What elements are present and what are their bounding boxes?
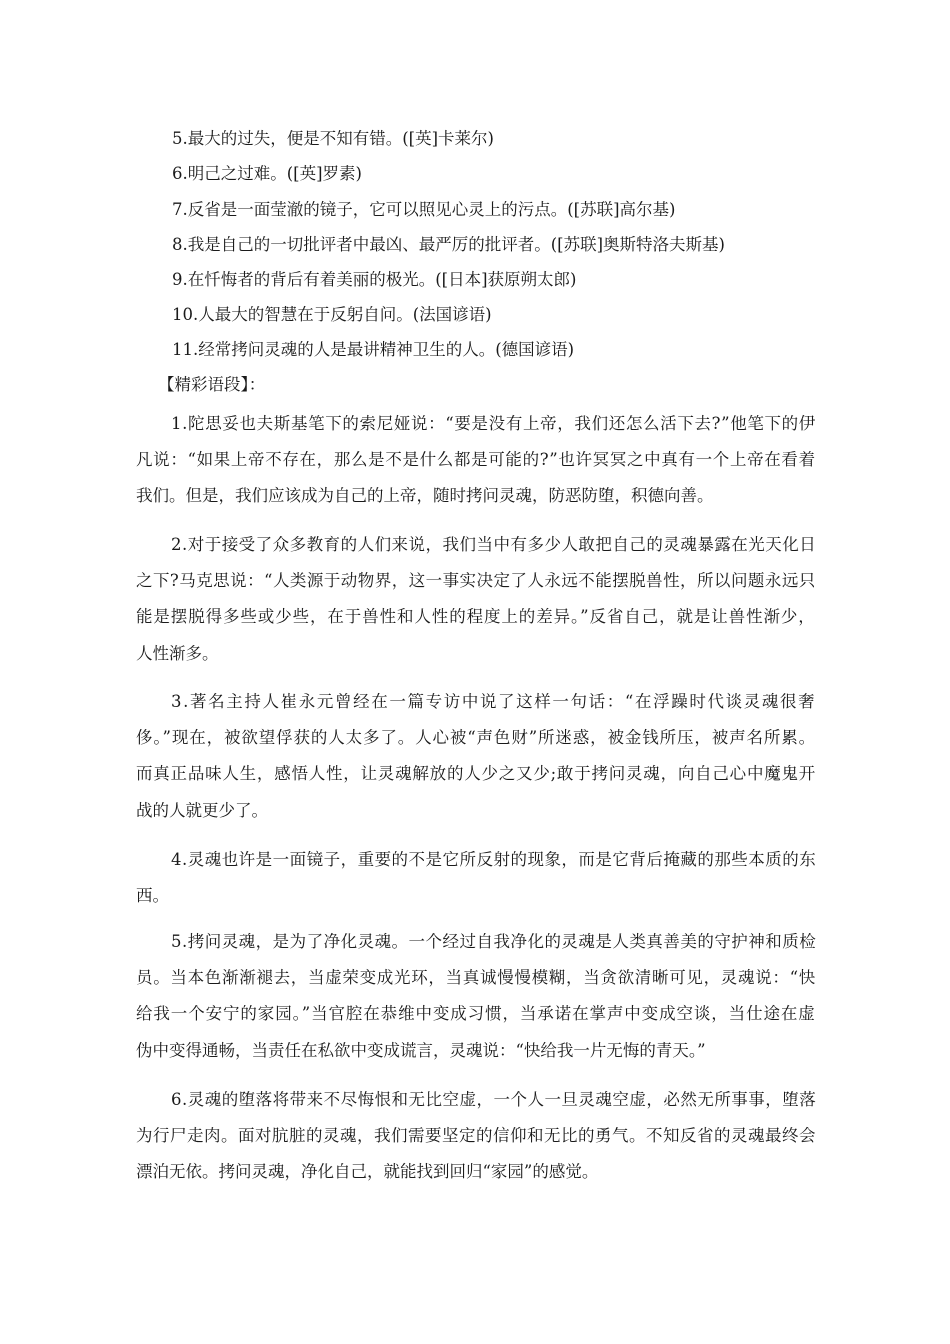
paragraph-line: 伪中变得通畅，当责任在私欲中变成谎言，灵魂说：“快给我一片无悔的青天。” (136, 1040, 706, 1060)
quote-6: 6.明己之过难。([英]罗素) (172, 164, 362, 183)
paragraph-line: 人性渐多。 (136, 643, 219, 663)
paragraph-line: 给我一个安宁的家园。”当官腔在恭维中变成习惯，当承诺在掌声中变成空谈，当仕途在虚 (136, 1004, 816, 1024)
paragraph-line: 之下?马克思说：“人类源于动物界，这一事实决定了人永远不能摆脱兽性，所以问题永远只 (136, 571, 816, 591)
paragraph-line: 侈。”现在，被欲望俘获的人太多了。人心被“声色财”所迷惑，被金钱所压，被声名所累。 (136, 728, 817, 748)
paragraph-line: 为行尸走肉。面对肮脏的灵魂，我们需要坚定的信仰和无比的勇气。不知反省的灵魂最终会 (136, 1126, 816, 1146)
paragraph-line: 而真正品味人生，感悟人性，让灵魂解放的人少之又少;敢于拷问灵魂，向自己心中魔鬼开 (136, 764, 817, 784)
quote-8: 8.我是自己的一切批评者中最凶、最严厉的批评者。([苏联]奥斯特洛夫斯基) (172, 235, 725, 254)
quote-10: 10.人最大的智慧在于反躬自问。(法国谚语) (172, 305, 492, 324)
paragraph-line: 漂泊无依。拷问灵魂，净化自己，就能找到回归“家园”的感觉。 (136, 1162, 599, 1182)
paragraph-5 (136, 924, 816, 1069)
quote-9: 9.在忏悔者的背后有着美丽的极光。([日本]获原朔太郎) (172, 270, 577, 289)
quote-11: 11.经常拷问灵魂的人是最讲精神卫生的人。(德国谚语) (172, 340, 575, 359)
section-heading: 【精彩语段】： (158, 375, 266, 394)
paragraph-line: 4.灵魂也许是一面镜子，重要的不是它所反射的现象，而是它背后掩藏的那些本质的东 (171, 850, 817, 869)
paragraph-line: 6.灵魂的堕落将带来不尽悔恨和无比空虚，一个人一旦灵魂空虚，必然无所事事，堕落 (171, 1090, 817, 1109)
paragraph-line: 西。 (136, 886, 169, 906)
paragraph-2 (136, 527, 816, 672)
paragraph-3 (136, 684, 816, 829)
paragraph-line: 5.拷问灵魂，是为了净化灵魂。一个经过自我净化的灵魂是人类真善美的守护神和质检 (171, 932, 817, 951)
paragraph-line: 凡说：“如果上帝不存在，那么是不是什么都是可能的?”也许冥冥之中真有一个上帝在看着 (136, 450, 816, 470)
paragraph-line: 3.著名主持人崔永元曾经在一篇专访中说了这样一句话：“在浮躁时代谈灵魂很奢 (171, 692, 817, 711)
paragraph-4 (136, 842, 816, 914)
paragraph-line: 战的人就更少了。 (136, 800, 268, 820)
paragraph-line: 我们。但是，我们应该成为自己的上帝，随时拷问灵魂，防恶防堕，积德向善。 (136, 486, 714, 506)
paragraph-line: 1.陀思妥也夫斯基笔下的索尼娅说：“要是没有上帝，我们还怎么活下去?”他笔下的伊 (171, 414, 816, 433)
paragraph-line: 能是摆脱得多些或少些，在于兽性和人性的程度上的差异。”反省自己，就是让兽性渐少， (136, 607, 816, 627)
paragraph-line: 员。当本色渐渐褪去，当虚荣变成光环，当真诚慢慢模糊，当贪欲清晰可见，灵魂说：“快 (136, 968, 816, 988)
quote-7: 7.反省是一面莹澈的镜子，它可以照见心灵上的污点。([苏联]高尔基) (172, 200, 676, 219)
paragraph-6 (136, 1082, 816, 1191)
paragraph-1 (136, 406, 816, 515)
paragraph-line: 2.对于接受了众多教育的人们来说，我们当中有多少人敢把自己的灵魂暴露在光天化日 (171, 535, 817, 554)
quote-5: 5.最大的过失，便是不知有错。([英]卡莱尔) (172, 129, 494, 148)
